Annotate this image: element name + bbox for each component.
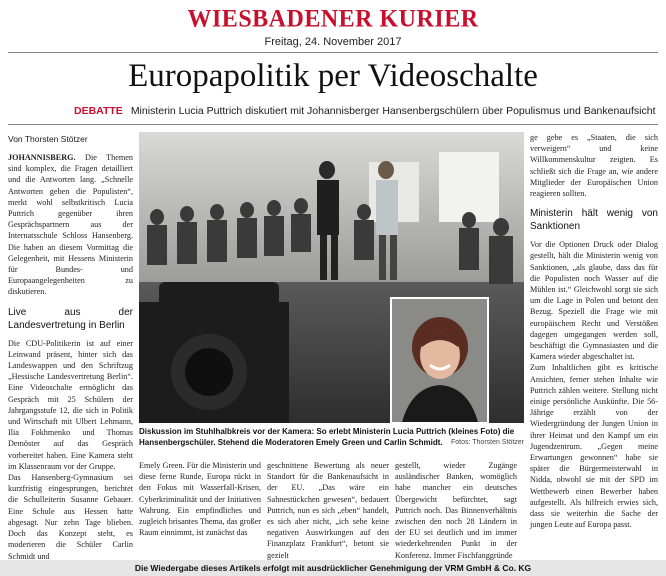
photo-credit: Fotos: Thorsten Stötzer [450,438,524,446]
dateline: Freitag, 24. November 2017 [264,36,402,48]
inset-portrait [390,297,489,424]
article-column-4 [267,460,389,560]
paragraph: Die CDU-Politikerin ist auf einer Leinwand präsent, hinter sich das Landeswappen und den Schriftzug „Hessische Landesvertretung Berlin“. Eine Videoschalte ermöglicht das Gespräch mit 25 Schülern der Jahrgangsstufe 12, die sich in Politik und Wirtschaft mit Ulbert Lehmann, Ilia Fokhmenko und Thomas Demöster auf das Gespräch vorbereitet haben. Eine Kamera steht im Klassenraum vor der Gruppe. [8,338,133,471]
byline: Von Thorsten Stötzer [8,134,88,144]
subhead: Ministerin hält wenig von Sanktionen [530,208,658,233]
masthead: WIESBADENER KURIER [187,5,479,33]
headline: Europapolitik per Videoschalte [128,58,538,94]
caption-text: Diskussion im Stuhlhalbkreis vor der Kamera: So erlebt Ministerin Lucia Puttrich (kleines Foto) die Hansenbergschüler. Stehend die Moderatoren Emely Green und Carlin Schmidt. [139,427,515,447]
paragraph: geschnittene Bewertung als neuer Standort für die Bankenaufsicht in der EU. „Das wäre ein Sahnestückchen gewesen“, bedauert Puttrich, nun es sich „eben“ handelt, es sich aber nicht, „ich sehe keine negativen Auswirkungen auf den Finanzplatz Frankfurt“, betont sie gezielt [267,461,389,560]
article-column-3 [139,460,261,554]
portrait-illustration [392,299,487,422]
subhead: Live aus der Landesvertretung in Berlin [8,306,133,331]
paragraph: Das Hansenberg-Gymnasium sei kurzfristig eingesprungen, berichtet die Schulleiterin Susanne Gebauer. Eine Schule aus Hessen hatte abgesagt. Nur zehn Tage blieben. Doch das Konzept steht, es moderieren die Schüler Carlin Schmidt und [8,473,133,561]
dateline-lead: JOHANNISBERG. [8,153,76,162]
article-column-1 [8,152,133,561]
paragraph-text: Die Themen sind komplex, die Fragen detailliert und die Antworten lang. „Schnelle Antworten geben die Populisten“, merkt wohl selbstkritisch Lucia Puttrich gegenüber ihren Gesprächspartnern aus der Internatsschule Schloss Hansenberg. Die haben an diesem Vormittag die Gelegenheit, mit Hessens Ministerin für Bundes- und Europaangelegenheiten zu diskutieren. [8,153,133,297]
photo-caption [139,427,524,448]
paragraph: Zum Inhaltlichen gibt es kritische Ansichten, ferner stehen Inhalte wie Puttrich zählen weitere. Stellung nicht einige persönliche Auskünfte. Die 56-Jährige erzählt von der Wiedergründung der Jungen Union in ihrer Heimat und den Kampf um ein Jugendzentrum. „Gegen meine Erwartungen gewonnen“ habe sie später die Bürgermeisterwahl in Nidda, obwohl sie mit der SPD im Wettbewerb einen Bewerber haben aufgestellt. Als hilfreich erwies sich, dass sie weiterhin die Sache der jungen Leute auf Europa passt. [530,363,658,530]
kicker-text: Ministerin Lucia Puttrich diskutiert mit Johannisberger Hansenbergschülern über Populismus und Bankenaufsicht [130,105,656,117]
paragraph: Vor die Optionen Druck oder Dialog gestellt, hält die Ministerin wenig von Sanktionen, „als glaube, dass das für die Populisten noch Wasser auf die Mühlen ist.“ Gleichwohl sorgt sie sich um die Lage in Polen und betont den Bezug. Speziell die Frage wie mit europäischem Recht und Verstößen dagegen umgegangen werden soll, beschäftigt die Gymnasiasten und die Kamera wieder abgeschaltet ist. [530,240,658,362]
kicker [74,105,656,117]
permission-footer: Die Wiedergabe dieses Artikels erfolgt mit ausdrücklicher Genehmigung der VRM GmbH & Co. KG [0,560,666,576]
article-column-6 [530,132,658,554]
divider [8,52,658,53]
paragraph: gestellt, wieder Zugänge ausländischer Banken, womöglich habe mancher ein deutsches Übergewicht befürchtet, sagt Puttrich noch. Das Binnenverhältnis zwischen den noch 28 Ländern in der EU sei deutlich und im immer wiederkehrenden Punkt in der Konferenz. Immer Fischfanggründe [395,461,517,560]
kicker-tag: DEBATTE [74,105,123,117]
paragraph: Emely Green. Für die Ministerin und diese ferne Runde, Europa rückt in den Fokus mit Wasserfall-Krisen, Cyberkriminalität und der Initiativen Wahrung. Ein empfindliches und zugleich brisantes Thema, das großer Raum einnimmt, ist zunächst das [139,461,261,538]
article-column-5 [395,460,517,560]
divider [8,124,658,125]
paragraph: ge gebe es „Staaten, die sich verweigern“ und keine Willkommenskultur zeigten. Es schließt sich die Frage an, wie andere Mitglieder der Europäischen Union reagieren sollten. [530,133,658,199]
paragraph [8,152,133,298]
